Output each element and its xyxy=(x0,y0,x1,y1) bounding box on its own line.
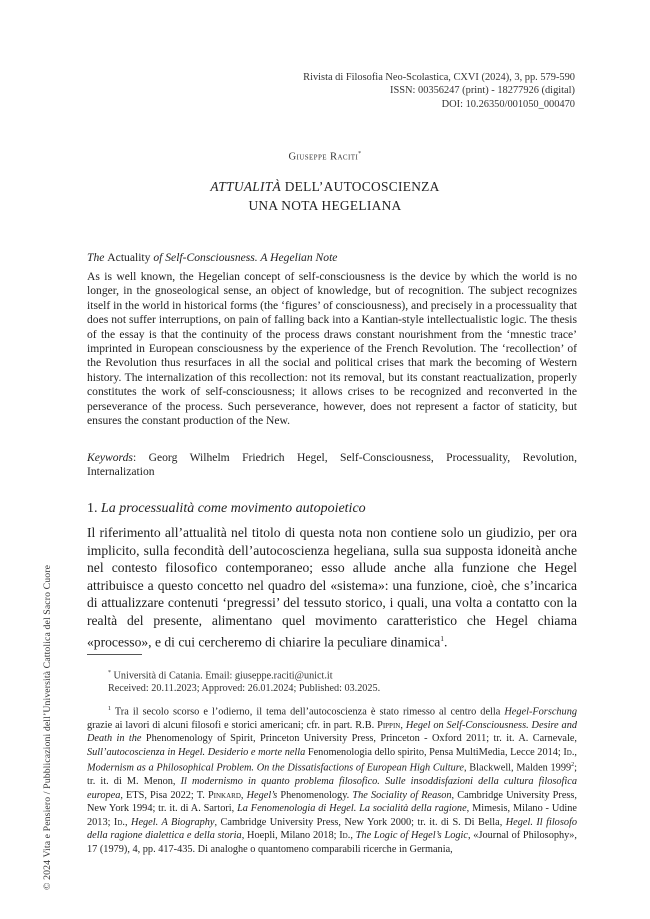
keywords xyxy=(87,451,577,480)
keywords-list: : Georg Wilhelm Friedrich Hegel, Self-Consciousness, Processuality, Revolution, Internalization xyxy=(87,451,577,479)
footnote-ref-1[interactable]: 1 xyxy=(440,633,445,643)
article-title-line-2: UNA NOTA HEGELIANA xyxy=(248,198,402,213)
author-name: Giuseppe Raciti* xyxy=(288,151,362,163)
section-heading: 1. La processualità come movimento autopoietico xyxy=(87,501,366,516)
body-paragraph: Il riferimento all’attualità nel titolo di questa nota non contiene solo un giudizio, per ora implicito, sulla fecondità dell’autocoscienza hegeliana, sulla sua supposta idoneità anche nel contesto filosofico contemporaneo; esso allude anche alla funzione che Hegel attribuisce a questo concetto nel quadro del «sistema»: una funzione, cioè, che s’incarica di attualizzare contenuti ‘pregressi’ del tessuto storico, i quali, una volta a contatto con la realtà del presente, alimentano quel movimento caratteristico che Hegel chiama «processo», e di cui cercheremo di chiarire la peculiare dinamica$^1$. xyxy=(87,525,577,650)
keywords-label: Keywords xyxy=(87,451,133,464)
footnote-affiliation xyxy=(108,667,380,695)
author-footnote-mark: * xyxy=(358,151,362,157)
title-italic-word: ATTUALITÀ xyxy=(210,179,282,194)
english-title: The Actuality of Self-Consciousness. A Hegelian Note xyxy=(87,251,338,264)
footnote-1: $^1$ Tra il secolo scorso e l’odierno, il tema dell’autocoscienza è stato rimesso al centro della Hegel-Forschung grazie ai lavori di alcuni filosofi e storici americani; cfr. in part. R.B. Pippin, Hegel on Self-Consciousness. Desire and Death in the Phenomenology of Spirit, Princeton University Press, Princeton - Oxford 2011; tr. it. A. Carnevale, Sull’autocoscienza in Hegel. Desiderio e morte nella Fenomenologia dello spirito, Pensa MultiMedia, Lecce 2014; Id., Modernism as a Philosophical Problem. On the Dissatisfactions of European High Culture, Blackwell, Malden 1999$^2$; tr. it. di M. Menon, Il modernismo in quanto problema filosofico. Sulle insoddisfazioni della cultura filosofica europea, ETS, Pisa 2022; T. Pinkard, Hegel’s Phenomenology. The Sociality of Reason, Cambridge University Press, New York 1994; tr. it. di A. Sartori, La Fenomenologia di Hegel. La socialità della ragione, Mimesis, Milano - Udine 2013; Id., Hegel. A Biography, Cambridge University Press, New York 2000; tr. it. di S. Di Bella, Hegel. Il filosofo della ragione dialettica e della storia, Hoepli, Milano 2018; Id., The Logic of Hegel’s Logic, «Journal of Philosophy», 17 (1979), 4, pp. 417-435. Di analoghe o quantomeno comparabili ricerche in Germania, xyxy=(87,706,578,855)
journal-citation xyxy=(303,71,575,111)
abstract-text: As is well known, the Hegelian concept of self-consciousness is the device by which the world is no longer, in the gnoseological sense, an object of knowledge, but of recognition. The subject recognizes itself in the world in historical forms (the ‘figures’ of consciousness), and precisely in a processuality that does not suffer interruptions, on pain of falling back into a Kantian-style intellectualistic logic. The thesis of the essay is that the continuity of the process draws constant nourishment from the ‘mnestic trace’ imprinted in European consciousness by the experience of the French Revolution. The ‘recollection’ of the Revolution thus resurfaces in all the social and political crises that mark the becoming of Western history. The internalization of this recollection: not its removal, but its constant reactualization, properly constitutes the work of self-consciousness; it allows crises to be recognized and reconverted in the perseverance of the process. Such perseverance, however, does not represent a factor of staticity, but ensures the constant production of the New. xyxy=(87,270,577,428)
journal-line-issn: ISSN: 00356247 (print) - 18277926 (digital) xyxy=(390,85,575,97)
footnote-divider xyxy=(87,654,142,655)
journal-line-doi: DOI: 10.26350/001050_000470 xyxy=(441,98,575,110)
copyright-side-text: © 2024 Vita e Pensiero / Pubblicazioni dell’Università Cattolica del Sacro Cuore xyxy=(42,564,53,890)
journal-line-issue: Rivista di Filosofia Neo-Scolastica, CXVI (2024), 3, pp. 579-590 xyxy=(303,72,575,83)
article-title-line-1: ATTUALITÀ DELL’AUTOCOSCIENZA xyxy=(210,179,440,194)
dates-line: Received: 20.11.2023; Approved: 26.01.2024; Published: 03.2025. xyxy=(108,683,381,695)
affiliation-line: * Università di Catania. Email: giuseppe.raciti@unict.it xyxy=(108,670,333,682)
